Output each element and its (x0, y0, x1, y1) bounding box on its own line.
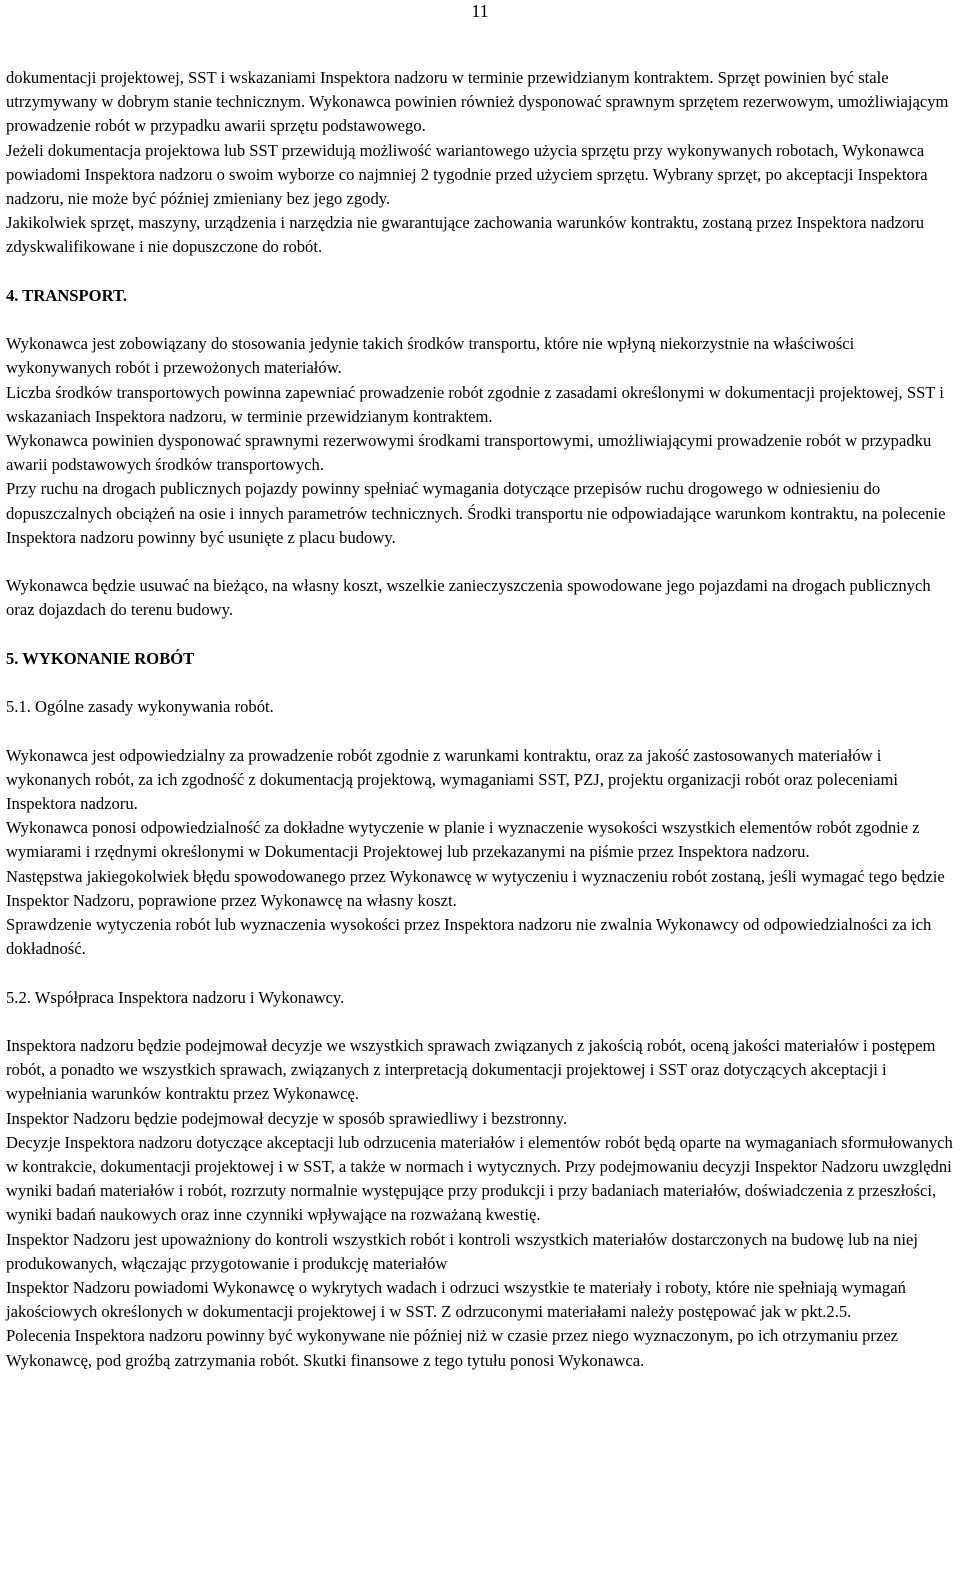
paragraph: Wykonawca będzie usuwać na bieżąco, na własny koszt, wszelkie zanieczyszczenia spowodowane jego pojazdami na drogach publicznych oraz dojazdach do terenu budowy. (6, 576, 931, 620)
paragraph: dokumentacji projektowej, SST i wskazaniami Inspektora nadzoru w terminie przewidzianym kontraktem. Sprzęt powinien być stale utrzymywany w dobrym stanie technicznym. Wykonawca powinien również dysponować sprawnym sprzętem rezerwowym, umożliwiającym prowadzenie robót w przypadku awarii sprzętu podstawowego. (6, 68, 949, 136)
document-body (6, 66, 954, 1373)
subsection-title-5-1: 5.1. Ogólne zasady wykonywania robót. (6, 697, 274, 717)
transport-block (6, 332, 954, 550)
paragraph: Polecenia Inspektora nadzoru powinny być wykonywane nie później niż w czasie przez niego wyznaczonym, po ich otrzymaniu przez Wykonawcę, pod groźbą zatrzymania robót. Skutki finansowe z tego tytułu ponosi Wykonawca. (6, 1326, 899, 1370)
paragraph: Jeżeli dokumentacja projektowa lub SST przewidują możliwość wariantowego użycia sprzętu przy wykonywanych robotach, Wykonawca powiadomi Inspektora nadzoru o swoim wyborze co najmniej 2 tygodnie przed użyciem sprzętu. Wybrany sprzęt, po akceptacji Inspektora nadzoru, nie może być później zmieniany bez jego zgody. (6, 140, 928, 209)
paragraph: Wykonawca jest odpowiedzialny za prowadzenie robót zgodnie z warunkami kontraktu, oraz za jakość zastosowanych materiałów i wykonanych robót, za ich zgodność z dokumentacją projektową, wymaganiami SST, PZJ, projektu organizacji robót oraz poleceniami Inspektora nadzoru. (6, 745, 898, 813)
paragraph: Sprawdzenie wytyczenia robót lub wyznaczenia wysokości przez Inspektora nadzoru nie zwalnia Wykonawcy od odpowiedzialności za ich dokładność. (6, 915, 932, 959)
transport-closing-block (6, 574, 954, 622)
paragraph: Inspektor Nadzoru jest upoważniony do kontroli wszystkich robót i kontroli wszystkich materiałów dostarczonych na budowę lub na niej produkowanych, włączając przygotowanie i produkcję materiałów (6, 1229, 918, 1273)
subsection-title-5-2: 5.2. Współpraca Inspektora nadzoru i Wykonawcy. (6, 987, 345, 1007)
paragraph: Jakikolwiek sprzęt, maszyny, urządzenia i narzędzia nie gwarantujące zachowania warunków kontraktu, zostaną przez Inspektora nadzoru zdyskwalifikowane i nie dopuszczone do robót. (6, 213, 925, 257)
paragraph: Liczba środków transportowych powinna zapewniać prowadzenie robót zgodnie z zasadami określonymi w dokumentacji projektowej, SST i wskazaniach Inspektora nadzoru, w terminie przewidzianym kontraktem. (6, 382, 944, 426)
paragraph: Przy ruchu na drogach publicznych pojazdy powinny spełniać wymagania dotyczące przepisów ruchu drogowego w odniesieniu do dopuszczalnych obciążeń na osie i innych parametrów technicznych. Środki transportu nie odpowiadające warunkom kontraktu, na polecenie Inspektora nadzoru powinny być usunięte z placu budowy. (6, 479, 946, 547)
intro-block (6, 66, 954, 260)
paragraph: Wykonawca ponosi odpowiedzialność za dokładne wytyczenie w planie i wyznaczenie wysokości wszystkich elementów robót zgodnie z wymiarami i rzędnymi określonymi w Dokumentacji Projektowej lub przekazanymi na piśmie przez Inspektora nadzoru. (6, 818, 920, 862)
subsection-5-2-block (6, 1034, 954, 1373)
paragraph: Następstwa jakiegokolwiek błędu spowodowanego przez Wykonawcę w wytyczeniu i wyznaczeniu robót zostaną, jeśli wymagać tego będzie Inspektor Nadzoru, poprawione przez Wykonawcę na własny koszt. (6, 866, 945, 910)
paragraph: Inspektor Nadzoru będzie podejmował decyzje w sposób sprawiedliwy i bezstronny. (6, 1108, 568, 1128)
page-number: 11 (471, 1, 489, 21)
section-heading-execution: 5. WYKONANIE ROBÓT (6, 648, 195, 668)
subsection-5-1-block (6, 744, 954, 962)
paragraph: Wykonawca powinien dysponować sprawnymi rezerwowymi środkami transportowymi, umożliwiającymi prowadzenie robót w przypadku awarii podstawowych środków transportowych. (6, 431, 932, 475)
paragraph: Inspektor Nadzoru powiadomi Wykonawcę o wykrytych wadach i odrzuci wszystkie te materiały i roboty, które nie spełniają wymagań jakościowych określonych w dokumentacji projektowej i w SST. Z odrzuconymi materiałami należy postępować jak w pkt.2.5. (6, 1278, 906, 1322)
paragraph: Decyzje Inspektora nadzoru dotyczące akceptacji lub odrzucenia materiałów i elementów robót będą oparte na wymaganiach sformułowanych w kontrakcie, dokumentacji projektowej i w SST, a także w normach i wytycznych. Przy podejmowaniu decyzji Inspektor Nadzoru uwzględni wyniki badań materiałów i robót, rozrzuty normalnie występujące przy produkcji i przy badaniach materiałów, doświadczenia z przeszłości, wyniki badań naukowych oraz inne czynniki wpływające na rozważaną kwestię. (6, 1132, 953, 1225)
paragraph: Inspektora nadzoru będzie podejmował decyzje we wszystkich sprawach związanych z jakością robót, oceną jakości materiałów i postępem robót, a ponadto we wszystkich sprawach, związanych z interpretacją dokumentacji projektowej i SST oraz dotyczących akceptacji i wypełniania warunków kontraktu przez Wykonawcę. (6, 1036, 936, 1104)
paragraph: Wykonawca jest zobowiązany do stosowania jedynie takich środków transportu, które nie wpłyną niekorzystnie na właściwości wykonywanych robót i przewożonych materiałów. (6, 334, 855, 378)
section-heading-transport: 4. TRANSPORT. (6, 285, 127, 305)
